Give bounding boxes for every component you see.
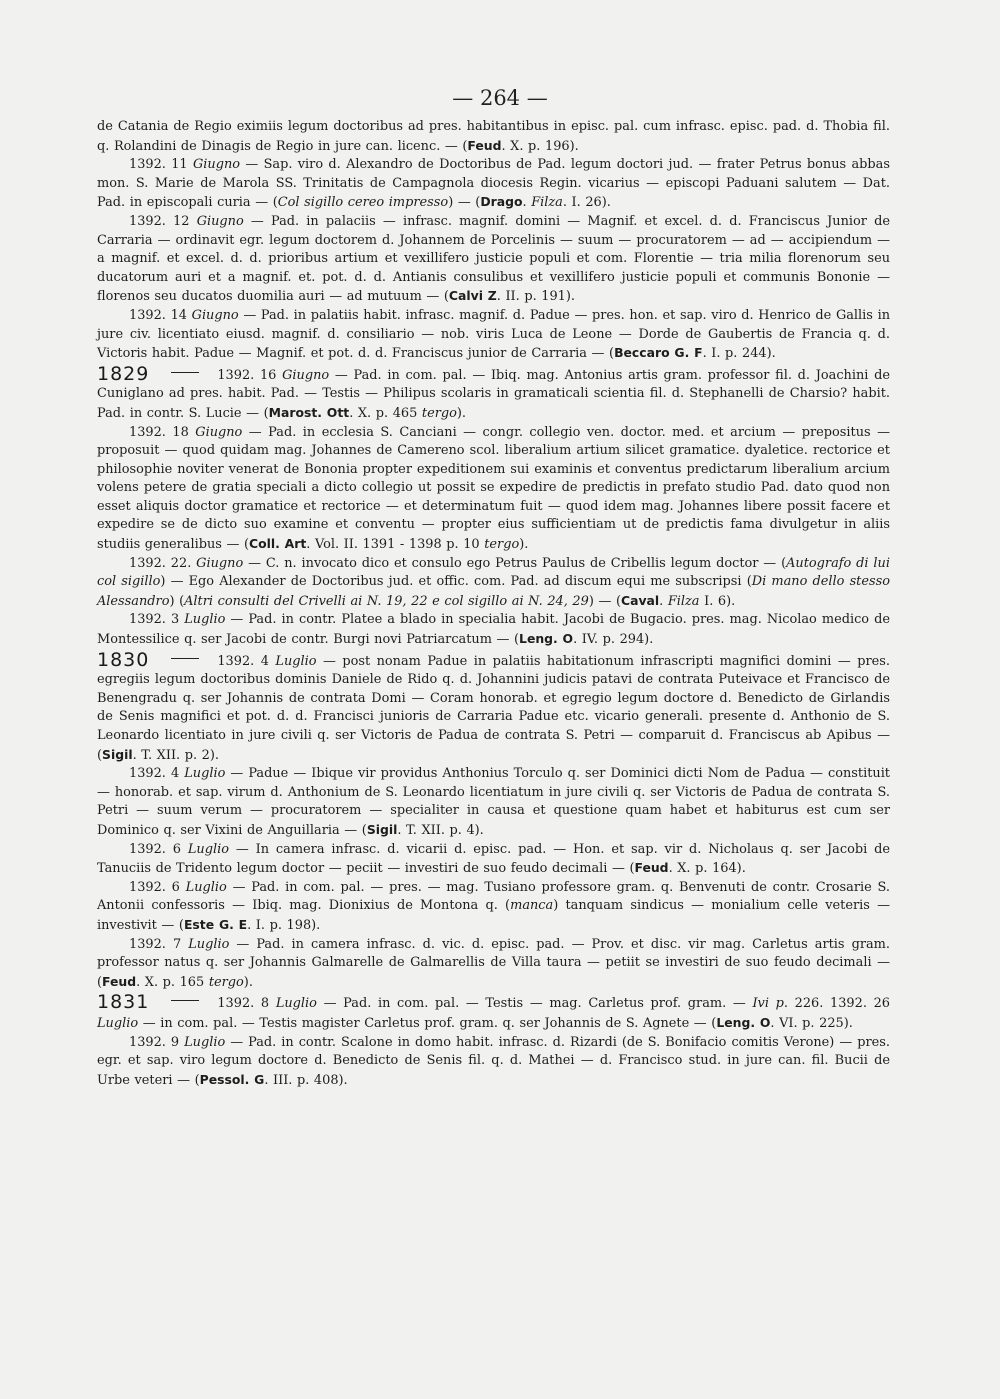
entry-text: de Catania de Regio eximiis legum doctoribus ad pres. habitantibus in episc. pal. cum infrasc. episc. pad. d. Thobia fil. q. Rolandini de Dinagis de Regio in jure can. licenc. — (Feud. X. p. 196). bbox=[97, 119, 890, 154]
entry-text: 1392. 18 Giugno — Pad. in ecclesia S. Canciani — congr. collegio ven. doctor. med. et arcium — prepositus — proposuit — quod quidam mag. Johannes de Camereno scol. liberalium artium silicet gramatice. dyaletice. rectorice et philosophie noviter venerat de Bononia propter expeditionem sui examinis et conventus predictarum liberalium arcium volens petere de gratia speciali a dicto collegio ut possit se expedire de predictis in prefato studio Pad. dato quod non esset aliquis doctor gramatice et rectorice — et determinatum fuit — quod idem mag. Johannes libere possit facere et expedire se de dicto suo examine et conventu — propter eius sufficientiam ut de predictis fama divulgetur in aliis studiis generalibus — (Coll. Art. Vol. II. 1391 - 1398 p. 10 tergo). bbox=[97, 424, 890, 553]
document-entry bbox=[97, 650, 890, 766]
entry-text: 1392. 7 Luglio — Pad. in camera infrasc. d. vic. d. episc. pad. — Prov. et disc. vir mag. Carletus artis gram. professor natus q. ser Johannis Galmarelle de Galmarellis de Villa taura — petiit se investiri de suo feudo decimali — (Feud. X. p. 165 tergo). bbox=[97, 936, 890, 990]
document-entry bbox=[97, 879, 890, 936]
entry-text: 1392. 11 Giugno — Sap. viro d. Alexandro de Doctoribus de Pad. legum doctori jud. — frater Petrus bonus abbas mon. S. Marie de Marola SS. Trinitatis de Campagnola diocesis Regin. vicarius — episcopi Paduani salutem — Dat. Pad. in episcopali curia — (Col sigillo cereo impresso) — (Drago. Filza. I. 26). bbox=[97, 157, 890, 211]
entry-text: 1392. 9 Luglio — Pad. in contr. Scalone in domo habit. infrasc. d. Rizardi (de S. Bonifacio comitis Verone) — pres. egr. et sap. viro legum doctore d. Benedicto de Senis fil. q. d. Mathei — d. Francisco stud. in jure can. fil. Bucii de Urbe veteri — (Pessol. G. III. p. 408). bbox=[97, 1034, 890, 1088]
document-entry bbox=[97, 156, 890, 213]
entry-text: 1392. 3 Luglio — Pad. in contr. Platee a blado in specialia habit. Jacobi de Bugacio. pres. mag. Nicolao medico de Montessilice q. ser Jacobi de contr. Burgi novi Patriarcatum — (Leng. O. IV. p. 294). bbox=[97, 612, 890, 648]
page-number: — 264 — bbox=[452, 86, 548, 110]
document-number: 1831 bbox=[97, 993, 199, 1012]
document-entry bbox=[97, 213, 890, 307]
entry-text: 1392. 4 Luglio — post nonam Padue in palatiis habitationum infrascripti magnifici domini — pres. egregiis legum doctoribus dominis Daniele de Rido q. d. Johannini judicis patavi de contrata Puteivace et Francisco de Benengradu q. ser Johannis de contrata Domi — Coram honorab. et egregio legum doctore d. Benedicto de Girlandis de Senis magnifici et pot. d. d. Francisci junioris de Carraria Padue etc. vicario generali. presente d. Anthonio de S. Leonardo licentiato in jure civili q. ser Victoris de Padua de contrata S. Petri — comparuit d. Franciscus ab Apibus — (Sigil. T. XII. p. 2). bbox=[97, 653, 890, 763]
document-number: 1830 bbox=[97, 651, 199, 670]
document-number: 1829 bbox=[97, 365, 199, 384]
document-entry bbox=[97, 307, 890, 364]
entry-text: 1392. 12 Giugno — Pad. in palaciis — infrasc. magnif. domini — Magnif. et excel. d. d. Franciscus Junior de Carraria — ordinavit egr. legum doctorem d. Johannem de Porcelinis — suum — procuratorem — ad — accipiendum — a magnif. et excel. d. d. prioribus artium et vexillifero justicie populi et com. Florentie — tria milia florenorum seu ducatorum auri et a magnif. et. pot. d. d. Antianis consulibus et vexillifero justicie populi et communis Bononie — florenos seu ducatos duomilia auri — ad mutuum — (Calvi Z. II. p. 191). bbox=[97, 213, 890, 305]
document-entry bbox=[97, 555, 890, 612]
document-entry bbox=[97, 765, 890, 840]
document-entry bbox=[97, 936, 890, 993]
document-entry bbox=[97, 1034, 890, 1091]
document-entry bbox=[97, 992, 890, 1033]
entry-text: 1392. 8 Luglio — Pad. in com. pal. — Testis — mag. Carletus prof. gram. — Ivi p. 226. 1392. 26 Luglio — in com. pal. — Testis magister Carletus prof. gram. q. ser Johannis de S. Agnete — (Leng. O. VI. p. 225). bbox=[97, 996, 890, 1031]
entry-text: 1392. 4 Luglio — Padue — Ibique vir providus Anthonius Torculo q. ser Dominici dicti Nom de Padua — constituit — honorab. et sap. virum d. Anthonium de S. Leonardo licentiatum in jure civili q. ser Victoris de Padua de contrata S. Petri — suum verum — procuratorem — specialiter in causa et questione quam habet et habiturus est cum ser Dominico q. ser Vixini de Anguillaria — (Sigil. T. XII. p. 4). bbox=[97, 766, 890, 838]
document-entry bbox=[97, 364, 890, 424]
entry-text: 1392. 6 Luglio — In camera infrasc. d. vicarii d. episc. pad. — Hon. et sap. vir d. Nicholaus q. ser Jacobi de Tanuciis de Tridento legum doctor — peciit — investiri de suo feudo decimali — (Feud. X. p. 164). bbox=[97, 841, 890, 877]
document-entry bbox=[97, 841, 890, 879]
entry-text: 1392. 14 Giugno — Pad. in palatiis habit. infrasc. magnif. d. Padue — pres. hon. et sap. viro d. Henrico de Gallis in jure civ. licentiato eiusd. magnif. d. consiliario — nob. viris Luca de Leone — Dorde de Gaubertis de Francia q. d. Victoris habit. Padue — Magnif. et pot. d. d. Franciscus junior de Carraria — (Beccaro G. F. I. p. 244). bbox=[97, 307, 890, 362]
document-entry bbox=[97, 424, 890, 555]
entry-text: 1392. 22. Giugno — C. n. invocato dico et consulo ego Petrus Paulus de Cribellis legum doctor — (Autografo di lui col sigillo) — Ego Alexander de Doctoribus jud. et offic. com. Pad. ad discum equi me subscripsi (Di mano dello stesso Alessandro) (Altri consulti del Crivelli ai N. 19, 22 e col sigillo ai N. 24, 29) — (Caval. Filza I. 6). bbox=[97, 555, 890, 609]
text-body bbox=[97, 118, 890, 1090]
entry-text: 1392. 16 Giugno — Pad. in com. pal. — Ibiq. mag. Antonius artis gram. professor fil. d. Joachini de Cuniglano ad pres. habit. Pad. — Testis — Philipus scolaris in gramaticali scientia fil. d. Stephanelli de Charsio? habit. Pad. in contr. S. Lucie — (Marost. Ott. X. p. 465 tergo). bbox=[97, 367, 890, 421]
document-entry bbox=[97, 611, 890, 649]
document-entry bbox=[97, 118, 890, 156]
entry-text: 1392. 6 Luglio — Pad. in com. pal. — pres. — mag. Tusiano professore gram. q. Benvenuti de contr. Crosarie S. Antonii confessoris — Ibiq. mag. Dionixius de Montona q. (manca) tanquam sindicus — monialium celle veteris — investivit — (Este G. E. I. p. 198). bbox=[97, 879, 891, 933]
